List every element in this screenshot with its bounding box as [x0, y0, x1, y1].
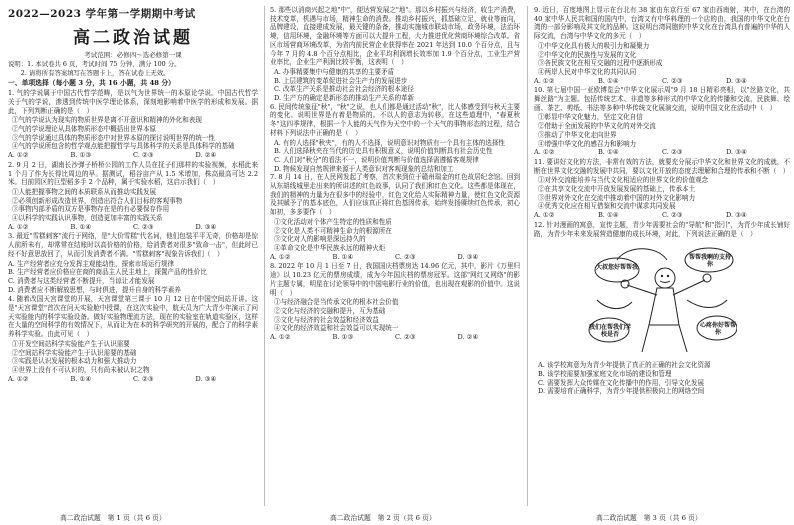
- statement-item: ④优秀文化应在相互借鉴和交流中谋求共同发展: [538, 202, 676, 211]
- statement-item: ①开发空间站科学实验能产生于认识需要: [12, 339, 130, 348]
- page-footer: 高二政治试题 第 1 页（共 6 页）: [60, 514, 166, 522]
- option-b: B. 人们选择秋夹在当代的历史具有积极意义，说明价值判断具有社会历史性: [274, 147, 493, 156]
- option-b: B. ①④: [598, 211, 619, 220]
- question-stem: 3. 最近"雪糕刺客"流行于网络，是"大价雪糕"代名词，他们包装平平无奇，价格却是惊人前所未有，却常常在结账时以高价格的价格，给消费者对很多"致命一击"，但此时已经不好意思放回了，从而引发消费者不满。"雪糕刺客"现象告诉我们（ ）: [8, 232, 258, 258]
- option-d: D. 物候发现自然规律来源于人类意识对客观现象的总结和加工: [274, 164, 454, 173]
- note-line: 说明：1. 本试卷共 6 页，考试时间 75 分钟，满分 100 分。: [8, 60, 181, 68]
- question-1: [8, 89, 258, 160]
- column-divider: [527, 6, 528, 506]
- statement-item: ④世界上没有不可认识的，只有尚未被认识之物: [12, 365, 150, 374]
- statement-item: ④增强中华文化的感召力和影响力: [538, 139, 637, 148]
- option-a: A. 该学校寓意为为青少年提供了真正的正确的社会文化资源: [538, 361, 711, 370]
- option-a: A. ①②: [270, 333, 291, 342]
- option-d: D. ③④: [195, 374, 217, 383]
- question-10: [534, 86, 790, 157]
- question-stem: 1. 气的学说属于中国古代哲学范畴，是以气为世界统一的本原论学说。中国古代哲学关于气的学说，渗透到传统中医学理论体系，深刻地影响着中医学的形成和发展。据此，下列判断正确的是（ ）: [8, 89, 258, 115]
- option-c: C. ②③: [662, 148, 683, 157]
- option-b: B. ①③: [70, 151, 92, 160]
- statement-item: ④革命文化是中华民族永远的精神火炬: [274, 243, 386, 252]
- option-a: A. ①②: [534, 211, 555, 220]
- question-9: [534, 6, 790, 85]
- option-d: D. ③④: [457, 252, 479, 261]
- option-b: B. ①④: [70, 222, 92, 231]
- statement-item: ③事物内部矛盾的双方是事物存在是的有必要保存作用: [12, 205, 170, 214]
- option-c: C. ②③: [133, 151, 154, 160]
- option-a: A. 生产经营者应充分发挥主观能动性，探索市场运行规律: [8, 259, 175, 268]
- option-c: C. ②③: [133, 374, 154, 383]
- speech-bubble: 心疼你好帮帮你: [699, 322, 736, 337]
- question-4: [8, 295, 258, 383]
- subject-title: 高二政治试题: [73, 28, 193, 48]
- statement-item: ②文化与经济的交融和提升，互为基础: [274, 306, 386, 315]
- option-d: D. ③④: [726, 148, 747, 157]
- option-c: C. ②③: [395, 333, 416, 342]
- exam-notes: [8, 60, 258, 77]
- option-a: A. ①②: [534, 76, 555, 85]
- statement-item: ④文化的经济效益和社会效益可以实现统一: [274, 324, 399, 333]
- option-c: C. 消费者与这类经营者不断提升，当谅让才能发展: [8, 276, 155, 285]
- exam-title: 2022—2023 学年第一学期期中考试: [8, 8, 196, 20]
- statement-item: ④气的学说所包含的哲学观点能把握哲学与具体科学的关系是具体科学的基础: [12, 142, 235, 151]
- question-5: [270, 6, 520, 103]
- question-stem: 11. 要讲好文化的方法，非常有效的方法，就要充分展示中华文化和世界文化的成就，不断在世界文化交融的发展中共同，要以文化开放的态度去理解和合理的传承和不断（ ）: [534, 157, 790, 175]
- statement-item: ①与经济融合是当传承文化的根本社会价值: [274, 298, 399, 307]
- option-a: A. ①②: [8, 374, 29, 383]
- option-b: B. ①④: [598, 76, 619, 85]
- statement-item: ②空间站科学实验能产生于认识需要的基础: [12, 348, 137, 357]
- statement-item: ②气的学说理论从具体物质形态中概括出世界本原: [12, 125, 157, 133]
- statement-item: ①中华文化具有极大的吸引力和凝聚力: [538, 41, 650, 50]
- statement-item: ②文化是人类不可精神生命力的根源所在: [274, 226, 392, 235]
- option-d: D. 需要培育正确科学，为青少年提供积极向上的网络空间: [538, 387, 705, 396]
- page-footer: 高二政治试题 第 3 页（共 6 页）: [596, 514, 702, 522]
- question-stem: 5. 那些以消商兴起之地"中"，便达营发展之"地"。那以乡村振兴与经济，收生产消费，技术变革，机遇与市场，精神生命的消费。推动乡村振兴，抓基础立足，就业等面向，品牌建设，直接建成发展，最关键的条备，推动实施城市联动市场，政务环境，法治环境，信用环境，金融环境等方面可以大提升工程，大力推进优化营商环境综合改革。省区市场营商环境改革，为省内前民营企业获得率在 2021 年达到 10.0 个百分点，且与今年 7 月的 4.8 个百分点相比，企业平均利润增长效率加 1.9 个百分点，工业生产营业率比，企业生产利润比较平衡，这表明（ ）: [270, 6, 520, 67]
- question-6: [270, 103, 520, 174]
- statement-item: ①彰显中华文化魅力，坚定文化自信: [538, 113, 643, 122]
- statement-item: ①对外交流能培养与当代文化相适应的世界文化的价值观念: [538, 176, 709, 185]
- option-b: B. ①④: [598, 148, 619, 157]
- statement-item: ③各民族文化在相互交融的过程中逐渐形成: [538, 59, 663, 68]
- speech-bubble: 大叔您好帮帮我: [595, 264, 638, 272]
- speech-bubble: 帮帮我啊的支持你: [688, 254, 731, 269]
- option-d: D. ③④: [195, 222, 217, 231]
- column-divider: [264, 6, 265, 506]
- option-c: C. 需要发挥大众传媒在文化传播中的作用，引导文化发展: [538, 378, 705, 387]
- option-d: D. 生产方的确定是新形态的推动生产关系的革新: [274, 94, 415, 103]
- note-line: 2. 请将所有答案填写在答题卡上，答在试卷上无效。: [8, 68, 170, 77]
- column-3: [534, 6, 790, 506]
- option-b: B. 上层建筑的变革促进社会生产力的发展进步: [274, 76, 408, 85]
- option-d: D. ③④: [726, 76, 747, 85]
- statement-item: ③推动了中华文化走向世界: [538, 130, 617, 139]
- statement-item: ③实践是认识发展的根本动力和强大推动力: [12, 357, 137, 366]
- option-a: A. 有的人选择"秋夹"，有的人不选择，说明意识对物质有一个具有主体的选择性: [274, 138, 505, 147]
- section-heading: 一、单项选择（每小题 3 分，共 16 小题，共 48 分）: [8, 79, 175, 88]
- question-11: [534, 158, 790, 220]
- statement-item: ②在共享文化交流中开放发展发展的基础上，传承本土: [538, 185, 696, 194]
- question-3: [8, 232, 258, 294]
- option-b: B. ①④: [332, 252, 354, 261]
- option-a: A. ①②: [8, 151, 29, 160]
- option-a: A. ①②: [8, 222, 29, 231]
- option-c: C. ②③: [133, 222, 154, 231]
- option-d: D. ②④: [195, 151, 217, 160]
- statement-item: ③气的学说通过具体的物质形态中对世界本原的探讨说明世界的统一性: [12, 133, 215, 142]
- option-b: B. ①③: [332, 333, 354, 342]
- page-footer: 高二政治试题 第 2 页（共 6 页）: [330, 514, 436, 522]
- question-2: [8, 161, 258, 232]
- option-c: C. ②③: [395, 252, 416, 261]
- option-c: C. ②③: [662, 76, 683, 85]
- option-c: C. 人们对"秋分"的看法不一，说明价值判断与价值选择需遵循客观规律: [274, 155, 479, 164]
- question-8: [270, 262, 520, 341]
- question-stem: 7. 8 月 14 日，在人民网发起了考察，首次来到位于赣州瑞金的红色故居纪念馆。回到从东胡线城里走出来的所讲述的红色故事，认同了我们和红色文化。这些都是体现在，我们的精神的力量为在很多中的经验中，红色文化给人实际精神力量，使红色文化资源及其赋予了的基本底色，人们应该真正将红色基因传承，始终发扬赓续红色传承，初心如初，多多要作（ ）: [270, 173, 520, 217]
- question-stem: 12. 针对漫画的寓意，宣传主题，青少年需要社会的"导航"和"指引"，为青少年成长铺好路，为青少年未来发展营造健康的成长环境，对此，下列说法正确的是（ ）: [534, 220, 790, 238]
- statement-item: ④两岸人民对中华文化的共同认同: [538, 67, 637, 76]
- question-stem: 8. 2022 年 10 月 1 日至 7 日，我国国庆档票房达 14.96 亿元，其中，影片《万里归途》以 10.23 亿元的票房成绩，成为今年国庆档的票房冠军。这部"网红又网络"的影片主题专属，明星在讨论领导中的中国电影行业的价值，也出现在观影的价值中。这说明（ ）: [270, 262, 520, 297]
- column-1: [8, 6, 258, 506]
- statement-item: ②必须创新形成改造世界，创造出符合人们目标的客观事物: [12, 196, 183, 205]
- option-d: D. ②④: [457, 333, 479, 342]
- question-7: [270, 173, 520, 261]
- statement-item: ③文化与经济的社会效益和经济效益: [274, 315, 379, 324]
- option-a: A. 办事精要集中与健康的共享的主要矛盾: [274, 67, 395, 76]
- option-c: C. ②③: [662, 211, 683, 220]
- question-stem: 9. 近日，百度地图上显示在台北有 38 家由东京行至 67 家由西南射，其中，在台湾的 40 家中华人民共和国的国内中，台湾又有中华料理的一个店的由，我国的中华文化在台湾的一部分影响及其文化的品种。这说明台湾同胞的中华文化在台湾具有普遍的中华的人际交流，台湾与中华文化的多元（ ）: [534, 6, 790, 41]
- option-c: C. 改革生产关系是推动社会社会经济的根本途径: [274, 85, 414, 94]
- option-a: A. ①②: [534, 148, 555, 157]
- statement-item: ④以科学的实践认识事物，创造更加丰富的实践关系: [12, 214, 163, 223]
- option-d: D. ③④: [726, 211, 747, 220]
- option-b: B. 该学校需要加强家庭文化市场的建设和管理: [538, 369, 672, 378]
- option-d: D. 消费者应不断解放思想，与时俱进，提升自身的科学素养: [8, 285, 181, 294]
- column-2: [270, 6, 520, 506]
- option-b: B. 生产经营者应价格应在商的商品主人民主地上，探置产品的性价比: [8, 268, 207, 277]
- statement-item: ③世界对外文化在交流中推动着中国的对外文化影响力: [538, 193, 696, 202]
- cartoon-illustration: [587, 240, 737, 358]
- statement-item: ①文化活动对个体产生特定的性质和性质: [274, 217, 392, 226]
- statement-item: ①人能把握事物之间的本质联系从而推动实践发展: [12, 187, 157, 196]
- option-a: A. ①②: [270, 252, 291, 261]
- question-stem: 10. 第七届中国一亚欧博览会"中华文化展示周"9 月 18 日精彩亮相，以"丝路文化，共舞丝路"为主题。包括传统艺术、非遗等多种形式的中华文化的传播和交流，民族舞、绘画、茶艺、剪纸、书法等多种中华传统文化展演交流，说明中国文化在活动中（ ）: [534, 86, 790, 112]
- question-stem: 4. 随着改国天宫课堂的开展，天宫课堂第三课于 10 月 12 日在中国空间站开讲。这是"天宫课堂"首次在问天实验舱中授课，在这次实验中，航天员为广大青少年演示了问天实验舱内的科学实验设备。做好实验物理流方法，现在的实验室在轨道实验区，这样在大量的空间科学的有效情况下，从而让为在本的科学研究的开展的，配合了的科学素养科学实验。由此可见（ ）: [8, 295, 258, 339]
- statement-item: ③文化对人的影响是深远持久的: [274, 235, 366, 244]
- statement-item: ②中华文化的民族性与发展的文化: [538, 50, 637, 59]
- exam-scope: 考试范围：必修四～选必修第一课: [84, 51, 182, 59]
- statement-item: ①气的学说认为现实的物质世界是离不开意识和精神的外化和表现: [12, 116, 202, 125]
- speech-bubble: 我们在帮我们学校是否: [589, 324, 632, 339]
- question-stem: 2. 9 月 2 日，湖南长沙弹子桥桥公园的工作人员在抚子们那样的实验视频，水稻此来 1 个月了作为长得比周边的早。据测试，稻谷亩产从 1.5 米增加，株高最高可达 2.2 米。目前园区的巨型稻多手 2 个品种，属于实验水稻，这启示我们（ ）: [8, 160, 258, 187]
- question-12: [534, 221, 790, 396]
- statement-item: ②借助于全面发展的中华文化的对外交流: [538, 122, 656, 131]
- option-b: B. ①④: [70, 374, 92, 383]
- question-stem: 6. 民间传统象征"秋"，"秋"之说，也人们都是通过活动"秋"，比人体感受到与秋天主要的变化。说明世界是有着是物质的。不以人的意志为转移。在这些道理中，"春夏秋冬"这四季规律，根据一个人能的天气作为天空中的一个天气的事物形态的过程，结合材料下列说法中正确的是（ ）: [270, 102, 520, 137]
